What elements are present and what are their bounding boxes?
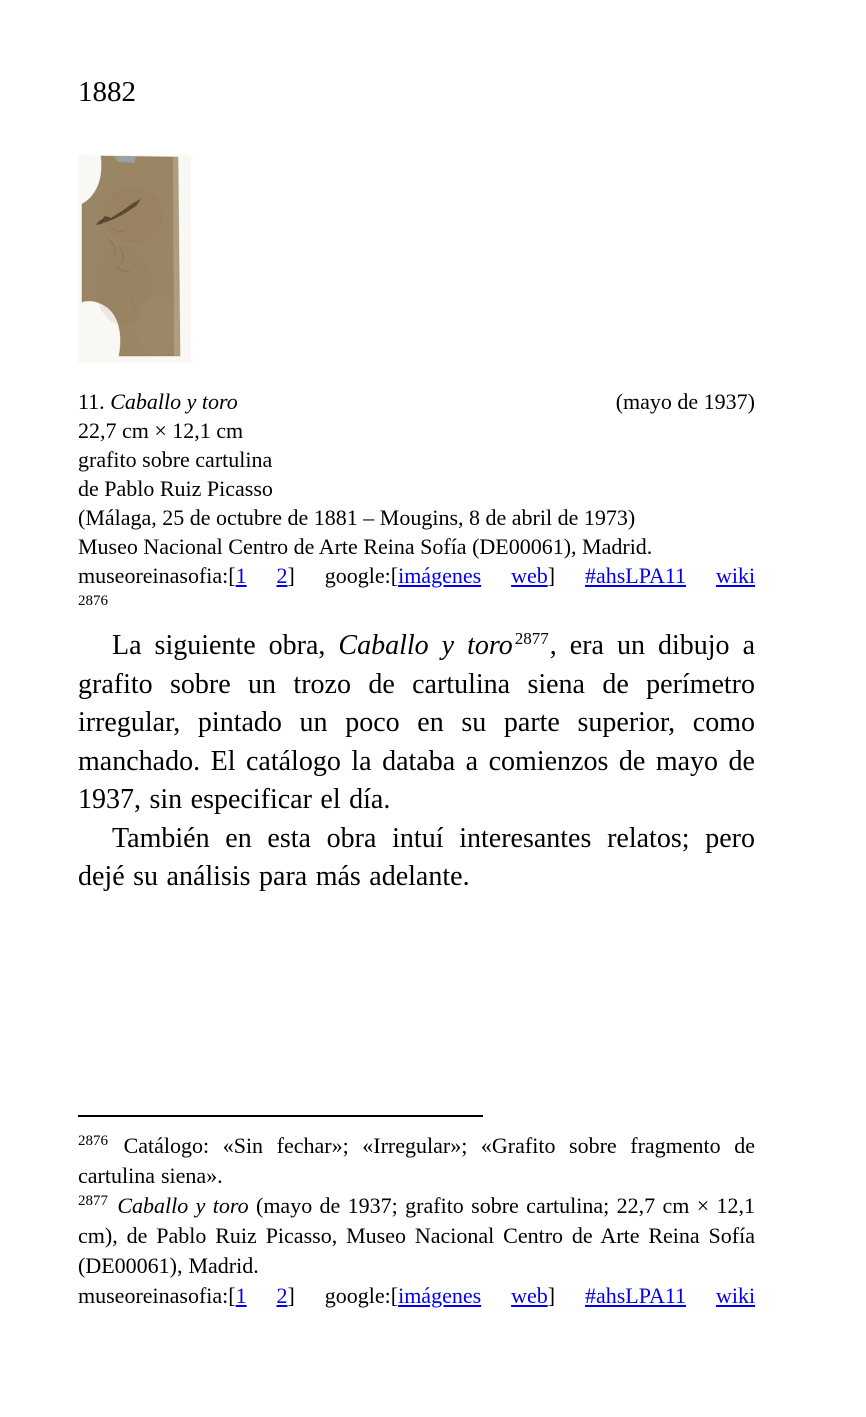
bracket-close: ] [547, 563, 556, 588]
resource-links [78, 561, 755, 590]
google-imagenes-link[interactable]: imágenes [398, 563, 482, 588]
museoreinasofia-label-fn: museoreinasofia:[ [78, 1283, 236, 1308]
artwork-caption [78, 387, 755, 612]
ahslpa11-hashtag-link[interactable]: #ahsLPA11 [584, 563, 687, 588]
footnote-2877-text: (mayo de 1937; grafito sobre cartulina; 22,7 cm × 12,1 cm), de Pablo Ruiz Picasso, Museo Nacional Centro de Arte Reina Sofía (DE00061), Madrid. [78, 1193, 755, 1278]
caption-title-row [78, 387, 755, 416]
footnote-2876-text: Catálogo: «Sin fechar»; «Irregular»; «Grafito sobre fragmento de cartulina siena». [78, 1133, 756, 1188]
wiki-link-fn[interactable]: wiki [715, 1283, 756, 1308]
paragraph-2: También en esta obra intuí interesantes relatos; pero dejé su análisis para más adelante. [78, 822, 755, 892]
footnotes-section [78, 1115, 755, 1311]
card-mottling [103, 187, 163, 243]
bracket-close: ] [547, 1283, 556, 1308]
google-web-link-fn[interactable]: web [511, 1283, 548, 1308]
artwork-image [78, 155, 191, 363]
footnote-2877 [78, 1191, 755, 1281]
artwork-artist: de Pablo Ruiz Picasso [78, 476, 273, 501]
artwork-museum: Museo Nacional Centro de Arte Reina Sofía (DE00061), Madrid. [78, 534, 653, 559]
artwork-index: 11. [78, 389, 111, 414]
google-web-link[interactable]: web [511, 563, 548, 588]
footnote-ref-2877: 2877 [514, 628, 549, 648]
footnote-2876 [78, 1131, 755, 1191]
page-number: 1882 [78, 76, 136, 108]
artwork-title-italic: Caballo y toro [110, 389, 238, 414]
artwork-date: (mayo de 1937) [615, 389, 755, 414]
google-imagenes-link-fn[interactable]: imágenes [398, 1283, 482, 1308]
ahslpa11-hashtag-link-fn[interactable]: #ahsLPA11 [584, 1283, 687, 1308]
artwork-scan [78, 155, 191, 363]
museoreinasofia-link-1-fn[interactable]: 1 [235, 1283, 247, 1308]
card-mottling [136, 295, 180, 355]
artwork-medium: grafito sobre cartulina [78, 447, 273, 472]
paragraph-1 [78, 627, 755, 820]
footnote-2877-title: Caballo y toro [117, 1193, 249, 1218]
paragraph-1-start: La siguiente obra, [112, 630, 339, 661]
footnote-2876-number: 2876 [78, 1132, 108, 1149]
museoreinasofia-link-2-fn[interactable]: 2 [276, 1283, 288, 1308]
wiki-link[interactable]: wiki [715, 563, 756, 588]
footnote-separator [78, 1115, 483, 1117]
footnote-marker-2876: 2876 [78, 593, 108, 609]
artwork-title [78, 387, 238, 416]
paragraph-1-title: Caballo y toro [338, 630, 513, 661]
body-text [78, 627, 755, 897]
museoreinasofia-link-2[interactable]: 2 [276, 563, 288, 588]
paragraph-1-rest: , era un dibujo a grafito sobre un trozo de cartulina siena de perímetro irregular, pintado un poco en su parte superior, como manchado. El catálogo la databa a comienzos de mayo de 1937, sin especificar el día. [78, 630, 755, 815]
museoreinasofia-label: museoreinasofia:[ [78, 563, 236, 588]
bracket-close: ] [287, 1283, 295, 1308]
footnote-2877-number: 2877 [78, 1192, 108, 1209]
museoreinasofia-link-1[interactable]: 1 [235, 563, 247, 588]
google-label-fn: google:[ [324, 1283, 399, 1308]
footnote-resource-links [78, 1281, 755, 1311]
artist-dates: (Málaga, 25 de octubre de 1881 – Mougins, 8 de abril de 1973) [78, 505, 636, 530]
google-label: google:[ [324, 563, 399, 588]
artwork-dimensions: 22,7 cm × 12,1 cm [78, 418, 244, 443]
bracket-close: ] [287, 563, 295, 588]
